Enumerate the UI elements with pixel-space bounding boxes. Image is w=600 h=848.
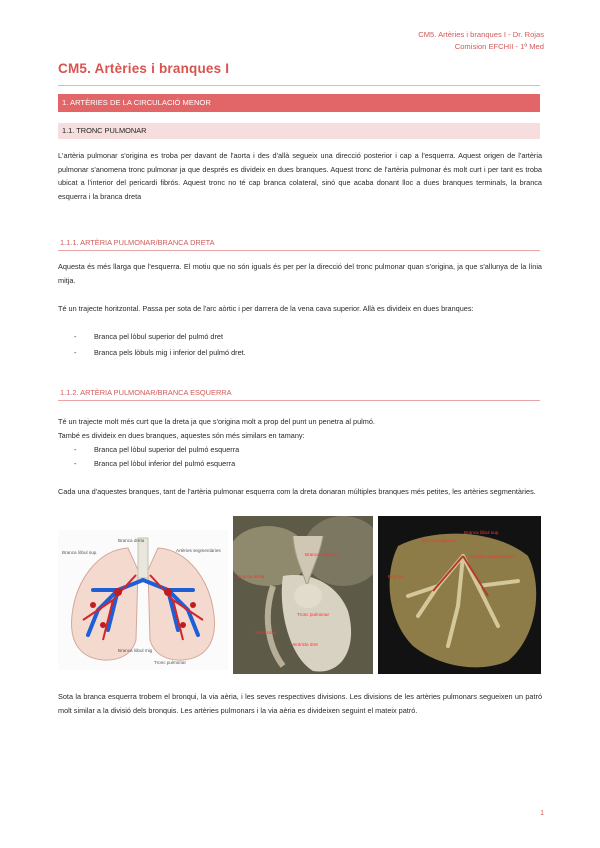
subsection-heading-left-branch: 1.1.2. ARTÈRIA PULMONAR/BRANCA ESQUERRA — [58, 385, 540, 401]
paragraph-tronc: L'artèria pulmonar s'origina es troba per davant de l'aorta i des d'allà segueix una direcció posterior i cap a l'esquerra. Aquest origen de l'artèria pulmonar s'anomena tronc pulmonar ja que després es divideix en dues branques. Aquest tronc de l'artèria pulmonar és molt curt i per tant es troba ubicat a l'interior del pericardi fibrós. Aquest tronc no té cap branca colateral, sinó que acaba donant lloc a dues branques terminals, la branca esquerra i la branca dreta — [58, 151, 542, 201]
figure-label: Branca lòbul sup. — [62, 550, 98, 555]
section-heading: 1. ARTÈRIES DE LA CIRCULACIÓ MENOR — [58, 94, 540, 112]
figure-label: Artèries segmentàries — [176, 548, 221, 553]
list-item: - Branca pel lòbul superior del pulmó dret — [74, 332, 223, 341]
paragraph-segmental: Cada una d'aquestes branques, tant de l'artèria pulmonar esquerra com la dreta donaran múltiples branques més petites, les artèries segmentàries. — [58, 487, 536, 496]
paragraph-right-trajectory: Té un trajecte horitzontal. Passa per sota de l'arc aòrtic i per darrera de la vena cava superior. Allà es divideix en dues branques: — [58, 304, 474, 313]
header-line-1: CM5. Artèries i branques I - Dr. Rojas — [418, 30, 544, 39]
subsection-heading: 1.1. TRONC PULMONAR — [58, 123, 540, 139]
figure-label: Branca lòbul sup. — [464, 530, 500, 535]
list-item: - Branca pels lòbuls mig i inferior del pulmó dret. — [74, 348, 246, 357]
page-title: CM5. Artèries i branques I — [58, 61, 230, 76]
figure-label: Artèries segmentàries — [470, 554, 515, 559]
figure-label: Tronc pulmonar — [154, 660, 186, 665]
figure-label: Branca dreta — [238, 574, 265, 579]
lung-dissection-photo — [378, 516, 541, 674]
figure-label: Branca lòbul mig — [118, 648, 153, 653]
lung-diagram-image — [58, 530, 228, 670]
figure-label: Branca esquerra — [305, 552, 339, 557]
list-item: - Branca pel lòbul superior del pulmó esquerra — [74, 445, 240, 454]
subsection-heading-right-branch: 1.1.1. ARTÈRIA PULMONAR/BRANCA DRETA — [58, 235, 540, 251]
paragraph-left-branch-1: Té un trajecte molt més curt que la dreta ja que s'origina molt a prop del punt un penetra al pulmó. — [58, 417, 375, 426]
figure-label: Vena cava — [255, 630, 277, 635]
figure-label: Branca esquerra — [422, 538, 456, 543]
list-item: - Branca pel lòbul inferior del pulmó esquerra — [74, 459, 236, 468]
figure-label: Tronc pulmonar — [297, 612, 329, 617]
header-line-2: Comision EFCHII - 1º Med — [454, 42, 544, 51]
heart-dissection-photo — [233, 516, 373, 674]
figure-label: Ventricle dret — [291, 642, 318, 647]
paragraph-left-branch-2: També es divideix en dues branques, aquestes són més similars en tamany: — [58, 431, 305, 440]
running-header — [418, 29, 544, 53]
figure-label: Bronqui — [388, 574, 404, 579]
paragraph-right-branch: Aquesta és més llarga que l'esquerra. El motiu que no són iguals és per per la direcció del tronc pulmonar quan s'origina, ja que s'allunya de la línia mitja. — [58, 262, 542, 285]
paragraph-bronchi: Sota la branca esquerra trobem el bronqui, la via aèria, i les seves respectives divisions. Les divisions de les artèries pulmonars segueixen un patró molt similar a la divisió dels bronquis. Les artèries pulmonars i la via aèria es divideixen seguint el mateix patró. — [58, 692, 542, 715]
title-rule — [58, 85, 540, 86]
page-number: 1 — [540, 810, 544, 817]
figure-label: Branca dreta — [118, 538, 145, 543]
